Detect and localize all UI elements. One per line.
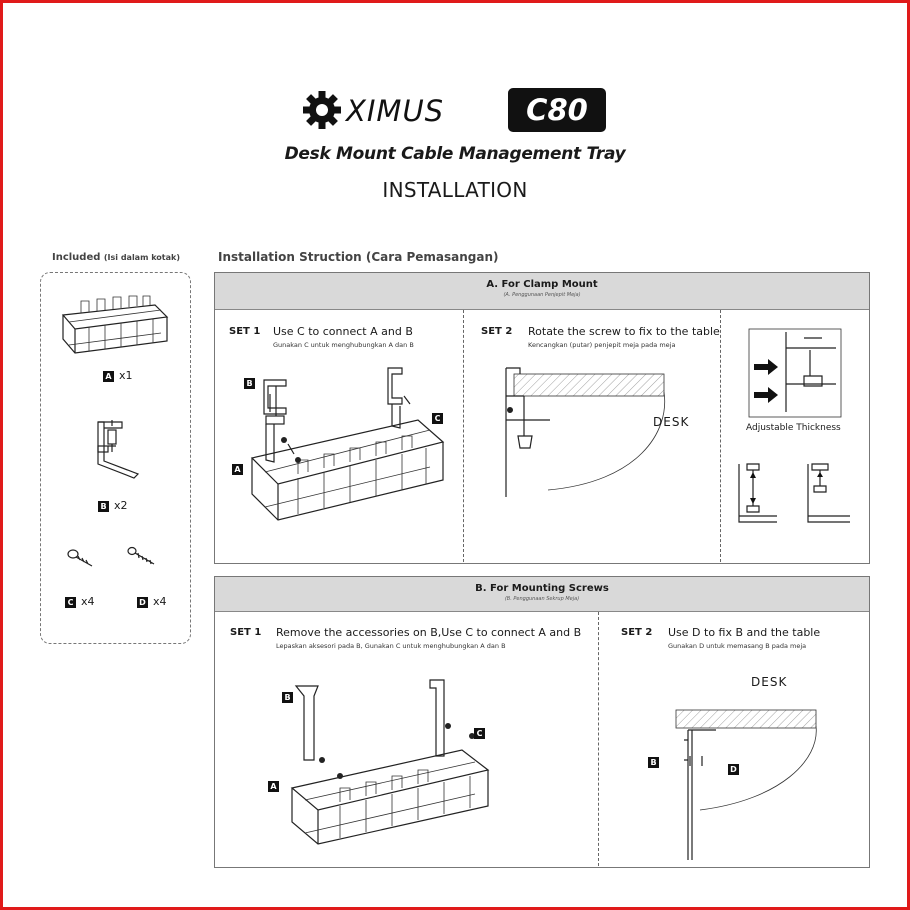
screws-title: B. For Mounting Screws <box>475 583 609 594</box>
clamp-panel-header <box>215 273 869 310</box>
screw-c-icon <box>66 546 96 574</box>
product-subtitle: Desk Mount Cable Management Tray <box>284 144 626 164</box>
thin-adjust-illustration <box>802 462 854 530</box>
tag-c: C <box>432 408 448 427</box>
tag-a: A <box>268 776 284 795</box>
screws-set2-text: Use D to fix B and the table <box>668 626 821 639</box>
item-d-qty: D x4 <box>137 595 167 608</box>
svg-text:XIMUS: XIMUS <box>346 94 445 128</box>
screws-set1-text: Remove the accessories on B,Use C to connect A and B <box>276 626 582 639</box>
item-a-qty: A x1 <box>103 369 133 382</box>
included-title: Included (Isi dalam kotak) <box>51 252 180 263</box>
adjustable-detail-illustration <box>748 328 843 424</box>
screws-desk-label: DESK <box>751 675 788 689</box>
clamp-set1-label: SET 1 <box>229 326 261 337</box>
bracket-illustration <box>88 416 148 485</box>
page-heading: INSTALLATION <box>382 178 528 202</box>
item-b-qty: B x2 <box>98 499 128 512</box>
model-badge: C80 <box>508 88 606 132</box>
divider <box>720 310 721 562</box>
clamp-desk-label: DESK <box>653 415 690 429</box>
divider <box>598 612 599 866</box>
tag-b: B <box>282 687 298 706</box>
thick-adjust-illustration <box>733 462 779 530</box>
clamp-set2-label: SET 2 <box>481 326 513 337</box>
clamp-subtitle: (A. Penggunaan Penjepit Meja) <box>503 292 581 298</box>
screws-panel-header <box>215 577 869 612</box>
clamp-title: A. For Clamp Mount <box>486 279 598 290</box>
brand-logo <box>302 90 502 130</box>
tag-b: B <box>244 373 260 392</box>
divider <box>463 310 464 562</box>
tag-a: A <box>232 459 248 478</box>
screw-assembly-illustration <box>266 676 491 850</box>
screw-d-icon <box>126 544 158 572</box>
clamp-set1-text: Use C to connect A and B <box>273 325 413 338</box>
screws-set1-sub: Lepaskan aksesori pada B, Gunakan C untuk menghubungkan A dan B <box>276 642 506 650</box>
screws-set1-label: SET 1 <box>230 627 262 638</box>
screws-set2-label: SET 2 <box>621 627 653 638</box>
clamp-desk-illustration <box>488 362 708 501</box>
tag-b: B <box>648 752 664 771</box>
screws-subtitle: (B. Penggunaan Sekrup Meja) <box>504 596 580 602</box>
adjustable-thickness-label: Adjustable Thickness <box>746 423 841 433</box>
tray-illustration <box>55 295 175 364</box>
clamp-set2-text: Rotate the screw to fix to the table <box>528 325 720 338</box>
screws-set2-sub: Gunakan D untuk memasang B pada meja <box>668 642 807 650</box>
tag-c: C <box>474 723 490 742</box>
item-c-qty: C x4 <box>65 595 95 608</box>
clamp-set1-sub: Gunakan C untuk menghubungkan A dan B <box>273 341 414 349</box>
installation-title: Installation Struction (Cara Pemasangan) <box>218 250 499 264</box>
screw-desk-illustration <box>660 700 830 864</box>
tag-d: D <box>728 759 744 778</box>
clamp-set2-sub: Kencangkan (putar) penjepit meja pada meja <box>528 341 676 349</box>
clamp-assembly-illustration <box>228 360 453 534</box>
